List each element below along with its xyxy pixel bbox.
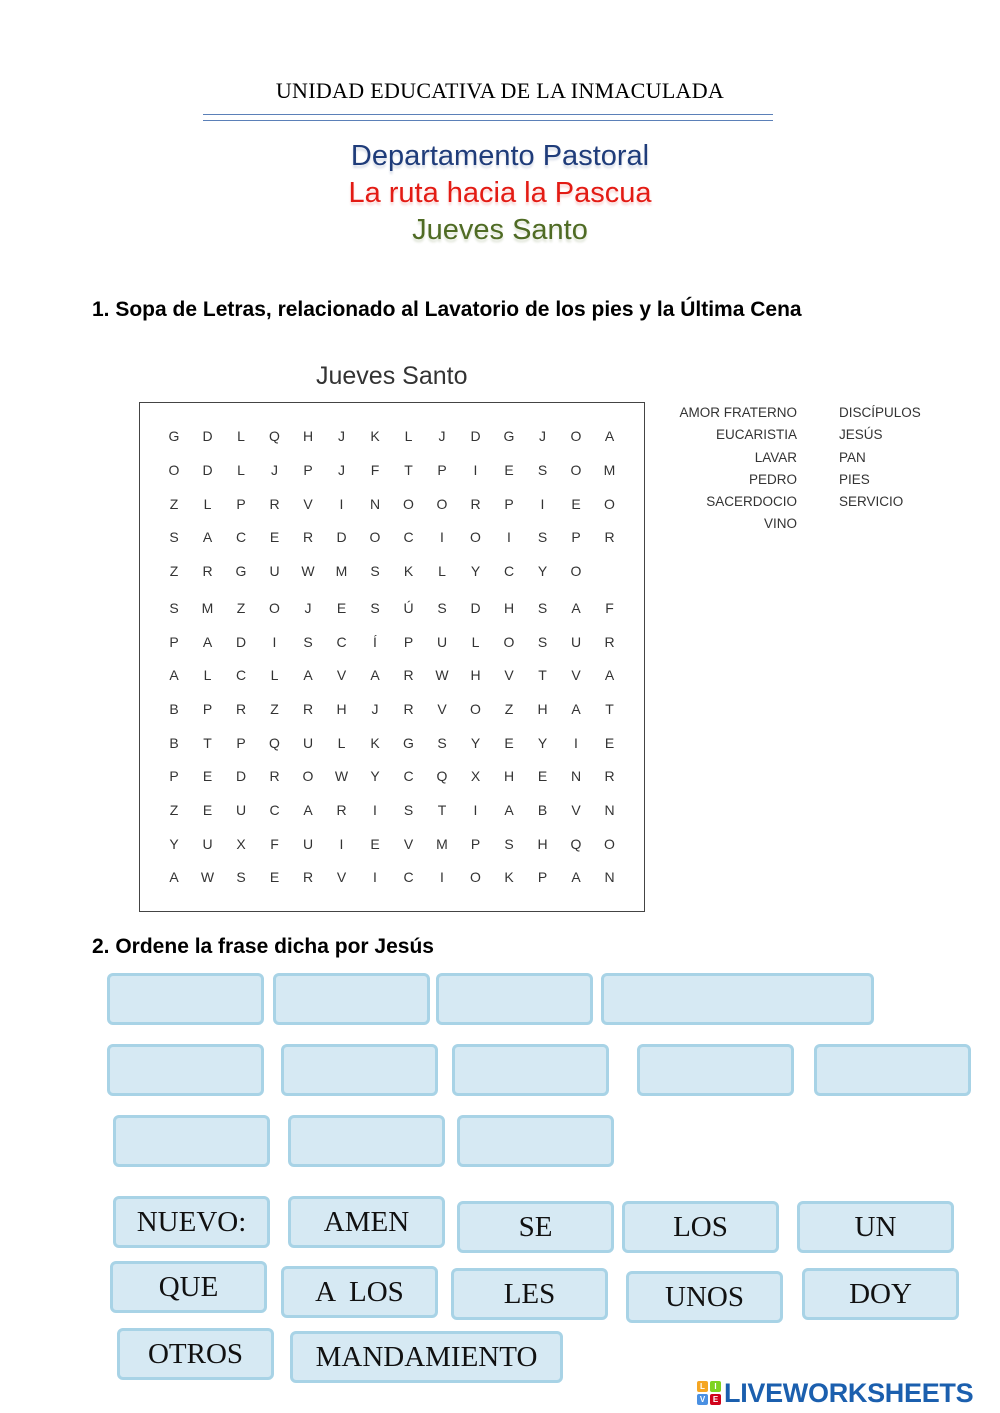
grid-letter[interactable]: I — [574, 735, 578, 751]
word-tile[interactable]: A LOS — [281, 1266, 438, 1318]
grid-letter[interactable]: G — [235, 563, 247, 579]
grid-letter[interactable]: A — [604, 428, 615, 444]
day-title: Jueves Santo — [412, 214, 588, 246]
grid-letter[interactable]: O — [302, 768, 314, 784]
grid-letter[interactable]: J — [371, 701, 379, 717]
grid-letter[interactable]: V — [504, 667, 514, 683]
grid-letter[interactable]: N — [604, 869, 615, 885]
brand-icon-square: I — [710, 1381, 721, 1392]
answer-slot[interactable] — [107, 1044, 264, 1096]
answer-slot[interactable] — [288, 1115, 445, 1167]
grid-letter[interactable]: Y — [470, 563, 481, 579]
word-list-left — [680, 402, 798, 536]
grid-letter[interactable]: C — [269, 802, 280, 818]
grid-letter[interactable]: N — [604, 802, 615, 818]
answer-slot[interactable] — [457, 1115, 614, 1167]
grid-letter[interactable]: U — [570, 634, 582, 650]
word-list-item: LAVAR — [754, 449, 797, 465]
grid-letter[interactable]: U — [302, 735, 314, 751]
grid-letter[interactable]: A — [202, 529, 213, 545]
grid-letter[interactable]: R — [403, 667, 414, 683]
grid-letter[interactable]: Y — [470, 735, 481, 751]
grid-letter[interactable]: R — [269, 768, 280, 784]
answer-slot[interactable] — [281, 1044, 438, 1096]
grid-letter[interactable]: H — [503, 600, 515, 616]
grid-letter[interactable]: P — [169, 634, 179, 650]
grid-letter[interactable]: O — [369, 529, 381, 545]
grid-letter[interactable]: P — [437, 462, 447, 478]
grid-letter[interactable]: J — [304, 600, 312, 616]
grid-letter[interactable]: H — [302, 428, 314, 444]
grid-letter[interactable]: V — [571, 802, 581, 818]
grid-letter[interactable]: H — [336, 701, 347, 717]
grid-letter[interactable]: P — [202, 701, 213, 717]
grid-letter[interactable]: S — [303, 634, 313, 650]
grid-letter[interactable]: T — [404, 462, 413, 478]
grid-letter[interactable]: P — [403, 634, 414, 650]
grid-letter[interactable]: A — [303, 667, 313, 683]
grid-letter[interactable]: S — [537, 600, 548, 616]
grid-letter[interactable]: D — [470, 600, 481, 616]
grid-letter[interactable]: W — [301, 563, 315, 579]
word-list-right — [839, 402, 921, 513]
answer-slot[interactable] — [113, 1115, 270, 1167]
grid-letter[interactable]: O — [168, 462, 180, 478]
grid-letter[interactable]: P — [470, 836, 481, 852]
grid-letter[interactable]: I — [440, 529, 444, 545]
grid-letter[interactable]: G — [168, 428, 180, 444]
grid-letter[interactable]: H — [537, 836, 548, 852]
grid-letter[interactable]: K — [370, 735, 380, 751]
grid-letter[interactable]: V — [403, 836, 414, 852]
grid-letter[interactable]: S — [437, 600, 447, 616]
word-list-item: SACERDOCIO — [706, 494, 797, 510]
word-tile[interactable]: LES — [451, 1268, 608, 1320]
grid-letter[interactable]: V — [437, 701, 447, 717]
word-list-item: VINO — [763, 516, 797, 532]
grid-letter[interactable]: C — [235, 667, 247, 683]
grid-letter[interactable]: H — [470, 667, 481, 683]
grid-letter[interactable]: B — [537, 802, 548, 818]
grid-letter[interactable]: U — [269, 563, 280, 579]
grid-letter[interactable]: T — [605, 701, 614, 717]
grid-letter[interactable]: C — [403, 529, 414, 545]
grid-letter[interactable]: R — [269, 496, 280, 512]
grid-letter[interactable]: J — [539, 428, 546, 444]
word-tile[interactable]: QUE — [110, 1261, 267, 1313]
word-list-item: SERVICIO — [839, 494, 904, 510]
grid-letter[interactable]: Y — [370, 768, 380, 784]
grid-letter[interactable]: O — [604, 496, 615, 512]
grid-letter[interactable]: E — [336, 600, 347, 616]
grid-letter[interactable]: O — [436, 496, 448, 512]
grid-letter[interactable]: E — [269, 869, 280, 885]
grid-letter[interactable]: R — [604, 768, 615, 784]
grid-letter[interactable]: I — [272, 634, 277, 650]
grid-letter[interactable]: I — [339, 496, 344, 512]
grid-letter[interactable]: J — [338, 428, 345, 444]
grid-letter[interactable]: P — [236, 735, 246, 751]
grid-letter[interactable]: R — [235, 701, 247, 717]
answer-slot[interactable] — [601, 973, 874, 1025]
grid-letter[interactable]: F — [370, 462, 380, 478]
grid-letter[interactable]: S — [403, 802, 414, 818]
grid-letter[interactable]: G — [403, 735, 414, 751]
grid-letter[interactable]: L — [203, 667, 212, 683]
question-2: 2. Ordene la frase dicha por Jesús — [92, 935, 434, 958]
grid-letter[interactable]: K — [504, 869, 514, 885]
grid-letter[interactable]: V — [336, 869, 347, 885]
grid-letter[interactable]: S — [236, 869, 246, 885]
brand-icon-square: V — [697, 1394, 708, 1405]
grid-letter[interactable]: S — [370, 563, 380, 579]
grid-letter[interactable]: J — [338, 462, 345, 478]
header-rule — [203, 114, 773, 115]
grid-letter[interactable]: O — [269, 600, 280, 616]
grid-letter[interactable]: Í — [373, 634, 377, 650]
grid-letter[interactable]: P — [303, 462, 313, 478]
answer-slot[interactable] — [107, 973, 264, 1025]
grid-letter[interactable]: T — [538, 667, 547, 683]
brand-icon-square: E — [710, 1394, 721, 1405]
grid-letter[interactable]: M — [335, 563, 348, 579]
grid-letter[interactable]: C — [336, 634, 347, 650]
answer-slot[interactable] — [273, 973, 430, 1025]
grid-letter[interactable]: A — [504, 802, 514, 818]
word-list-item: PIES — [839, 471, 870, 487]
grid-letter[interactable]: S — [504, 836, 514, 852]
grid-letter[interactable]: A — [169, 869, 179, 885]
answer-slot[interactable] — [452, 1044, 609, 1096]
grid-letter[interactable]: R — [302, 701, 314, 717]
grid-letter[interactable]: O — [570, 462, 582, 478]
subtitle: La ruta hacia la Pascua — [348, 177, 652, 209]
word-list-item: PEDRO — [748, 471, 797, 487]
grid-letter[interactable]: P — [537, 869, 548, 885]
grid-letter[interactable]: J — [271, 462, 278, 478]
grid-letter[interactable]: Q — [436, 768, 448, 784]
grid-letter[interactable]: N — [369, 496, 381, 512]
grid-letter[interactable]: V — [571, 667, 581, 683]
grid-letter[interactable]: L — [471, 634, 480, 650]
grid-letter[interactable]: R — [202, 563, 213, 579]
grid-letter[interactable]: D — [470, 428, 481, 444]
grid-letter[interactable]: Z — [169, 496, 179, 512]
grid-letter[interactable]: F — [270, 836, 279, 852]
grid-letter[interactable]: Z — [169, 563, 179, 579]
grid-letter[interactable]: O — [470, 529, 481, 545]
answer-slot[interactable] — [814, 1044, 971, 1096]
grid-letter[interactable]: E — [537, 768, 548, 784]
grid-letter[interactable]: L — [404, 428, 413, 444]
grid-letter[interactable]: L — [237, 462, 245, 478]
grid-letter[interactable]: V — [336, 667, 347, 683]
grid-letter[interactable]: E — [571, 496, 581, 512]
grid-letter[interactable]: C — [235, 529, 247, 545]
grid-letter[interactable]: I — [373, 802, 377, 818]
word-list-item: PAN — [839, 449, 866, 465]
grid-letter[interactable]: I — [507, 529, 511, 545]
liveworksheets-icon — [697, 1381, 721, 1405]
grid-letter[interactable]: E — [269, 529, 280, 545]
grid-letter[interactable]: R — [604, 529, 615, 545]
grid-letter[interactable]: O — [604, 836, 615, 852]
grid-letter[interactable]: A — [571, 701, 581, 717]
grid-letter[interactable]: X — [470, 768, 481, 784]
grid-letter[interactable]: K — [370, 428, 380, 444]
grid-letter[interactable]: T — [203, 735, 212, 751]
grid-letter[interactable]: E — [504, 462, 514, 478]
grid-letter[interactable]: S — [169, 529, 179, 545]
grid-letter[interactable]: S — [169, 600, 179, 616]
grid-letter[interactable]: D — [202, 428, 213, 444]
grid-letter[interactable]: H — [537, 701, 548, 717]
grid-letter[interactable]: Q — [269, 735, 280, 751]
word-tile[interactable]: LOS — [622, 1201, 779, 1253]
word-tile[interactable]: OTROS — [117, 1328, 274, 1380]
grid-letter[interactable]: E — [202, 802, 213, 818]
grid-letter[interactable]: Z — [169, 802, 179, 818]
word-tile[interactable]: NUEVO: — [113, 1196, 270, 1248]
grid-letter[interactable]: O — [470, 701, 481, 717]
school-name: UNIDAD EDUCATIVA DE LA INMACULADA — [275, 78, 725, 103]
grid-letter[interactable]: R — [403, 701, 414, 717]
grid-letter[interactable]: S — [537, 634, 548, 650]
grid-letter[interactable]: E — [504, 735, 514, 751]
grid-letter[interactable]: L — [438, 563, 446, 579]
grid-letter[interactable]: A — [370, 667, 380, 683]
grid-letter[interactable]: I — [540, 496, 545, 512]
department-title: Departamento Pastoral — [350, 140, 650, 172]
grid-letter[interactable]: M — [201, 600, 214, 616]
grid-letter[interactable]: C — [403, 869, 414, 885]
grid-letter[interactable]: S — [537, 462, 548, 478]
wordsearch-title: Jueves Santo — [316, 362, 468, 390]
grid-letter[interactable]: W — [334, 768, 349, 784]
grid-letter[interactable]: R — [336, 802, 347, 818]
word-tile[interactable]: UN — [797, 1201, 954, 1253]
grid-letter[interactable]: P — [571, 529, 581, 545]
grid-letter[interactable]: I — [339, 836, 344, 852]
word-tile[interactable]: SE — [457, 1201, 614, 1253]
grid-letter[interactable]: K — [403, 563, 414, 579]
grid-letter[interactable]: E — [202, 768, 213, 784]
grid-letter[interactable]: P — [236, 496, 246, 512]
grid-letter[interactable]: B — [169, 735, 179, 751]
brand-icon-square: L — [697, 1381, 708, 1392]
grid-letter[interactable]: D — [235, 634, 247, 650]
grid-letter[interactable]: F — [605, 600, 614, 616]
word-tile[interactable]: MANDAMIENTO — [290, 1331, 563, 1383]
grid-letter[interactable]: O — [570, 563, 582, 579]
answer-slot[interactable] — [637, 1044, 794, 1096]
grid-letter[interactable]: D — [235, 768, 247, 784]
grid-letter[interactable]: Z — [236, 600, 246, 616]
grid-letter[interactable]: Q — [570, 836, 582, 852]
grid-letter[interactable]: A — [571, 869, 581, 885]
grid-letter[interactable]: A — [169, 667, 179, 683]
grid-letter[interactable]: I — [473, 462, 478, 478]
grid-letter[interactable]: U — [202, 836, 213, 852]
grid-letter[interactable]: W — [435, 667, 449, 683]
word-list-item: DISCÍPULOS — [839, 405, 921, 420]
grid-letter[interactable]: A — [571, 600, 581, 616]
word-list-item: JESÚS — [839, 427, 883, 443]
word-tile[interactable]: AMEN — [288, 1196, 445, 1248]
grid-letter[interactable]: E — [370, 836, 380, 852]
word-list-item: AMOR FRATERNO — [679, 405, 797, 420]
grid-letter[interactable]: P — [504, 496, 514, 512]
grid-letter[interactable]: I — [440, 869, 444, 885]
grid-letter[interactable]: U — [235, 802, 247, 818]
grid-letter[interactable]: P — [169, 768, 179, 784]
grid-letter[interactable]: G — [503, 428, 515, 444]
grid-letter[interactable]: A — [604, 667, 615, 683]
grid-letter[interactable]: H — [503, 768, 515, 784]
grid-letter[interactable]: M — [603, 462, 616, 478]
question-1: 1. Sopa de Letras, relacionado al Lavatorio de los pies y la Última Cena — [92, 298, 802, 321]
grid-letter[interactable]: L — [237, 428, 245, 444]
grid-letter[interactable]: U — [436, 634, 448, 650]
header-rule-thin — [203, 120, 773, 121]
grid-letter[interactable]: D — [202, 462, 213, 478]
grid-letter[interactable]: L — [337, 735, 346, 751]
grid-letter[interactable]: Z — [270, 701, 279, 717]
grid-letter[interactable]: Z — [504, 701, 514, 717]
grid-letter[interactable]: E — [604, 735, 615, 751]
grid-letter[interactable]: D — [336, 529, 347, 545]
liveworksheets-logo — [697, 1378, 973, 1408]
grid-letter[interactable]: R — [302, 529, 314, 545]
grid-letter[interactable]: C — [403, 768, 414, 784]
grid-letter[interactable]: T — [437, 802, 447, 818]
grid-letter[interactable]: R — [302, 869, 314, 885]
grid-letter[interactable]: Y — [537, 563, 548, 579]
grid-letter[interactable]: V — [303, 496, 313, 512]
grid-letter[interactable]: U — [302, 836, 314, 852]
grid-letter[interactable]: C — [503, 563, 515, 579]
grid-letter[interactable]: O — [403, 496, 414, 512]
grid-letter[interactable]: W — [200, 869, 215, 885]
word-tile[interactable]: DOY — [802, 1268, 959, 1320]
wordsearch-grid[interactable] — [139, 402, 645, 912]
word-list-item: EUCARISTIA — [715, 427, 797, 443]
grid-letter[interactable]: I — [473, 802, 478, 818]
answer-slot[interactable] — [436, 973, 593, 1025]
grid-letter[interactable]: Ú — [403, 600, 414, 616]
grid-letter[interactable]: S — [370, 600, 380, 616]
grid-letter[interactable]: I — [373, 869, 377, 885]
grid-letter[interactable]: S — [437, 735, 447, 751]
grid-letter[interactable]: Y — [537, 735, 548, 751]
grid-letter[interactable]: O — [503, 634, 515, 650]
grid-letter[interactable]: B — [169, 701, 179, 717]
grid-letter[interactable]: L — [270, 667, 279, 683]
grid-letter[interactable]: Y — [169, 836, 179, 852]
word-tile[interactable]: UNOS — [626, 1271, 783, 1323]
brand-text: LIVEWORKSHEETS — [724, 1377, 974, 1408]
grid-letter[interactable]: N — [570, 768, 582, 784]
grid-letter[interactable]: M — [436, 836, 448, 852]
grid-letter[interactable]: Q — [269, 428, 280, 444]
grid-letter[interactable]: J — [438, 428, 446, 444]
grid-letter[interactable]: S — [537, 529, 548, 545]
grid-letter[interactable]: O — [570, 428, 582, 444]
grid-letter[interactable]: O — [470, 869, 481, 885]
grid-letter[interactable]: A — [303, 802, 313, 818]
grid-letter[interactable]: R — [604, 634, 615, 650]
grid-letter[interactable]: L — [203, 496, 212, 512]
grid-letter[interactable]: R — [470, 496, 481, 512]
grid-letter[interactable]: X — [236, 836, 246, 852]
grid-letter[interactable]: A — [202, 634, 213, 650]
